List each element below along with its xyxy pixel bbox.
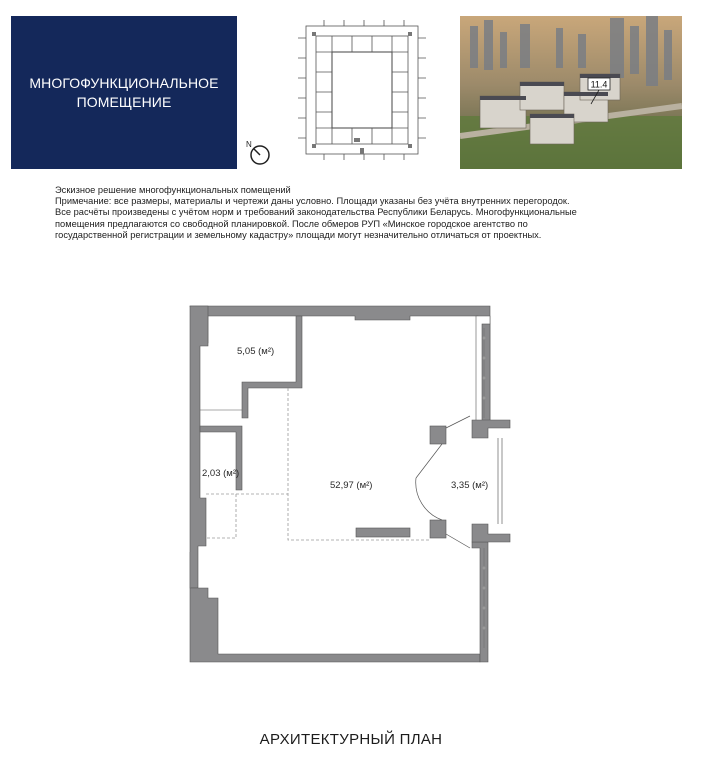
room-area-label: 2,03 (м²) (202, 468, 240, 479)
north-label: N (246, 140, 252, 149)
floor-plan (180, 298, 525, 670)
title-line-1: МНОГОФУНКЦИОНАЛЬНОЕ (29, 74, 219, 91)
plan-caption: АРХИТЕКТУРНЫЙ ПЛАН (259, 731, 443, 748)
partition-wall (200, 316, 302, 418)
room-area-label: 52,97 (м²) (330, 480, 373, 491)
notes-line: Эскизное решение многофункциональных помещений (55, 185, 291, 195)
notes-line: Примечание: все размеры, материалы и чертежи даны условно. Площади указаны без учёта внутренних перегородок. (55, 196, 570, 207)
room-area-label: 3,35 (м²) (451, 480, 489, 491)
notes-line: помещения предлагаются со свободной планировкой. После обмеров РУП «Минское городское агентство по (55, 218, 528, 229)
partition-wall (200, 426, 242, 490)
notes-block (55, 185, 655, 241)
outer-wall (190, 306, 490, 343)
north-arrow-icon (243, 138, 273, 168)
key-plan-thumbnail (294, 18, 430, 164)
title-line-2: ПОМЕЩЕНИЕ (76, 93, 172, 110)
right-bottom-wall (472, 542, 488, 662)
building-number-badge: 11.4 (590, 79, 608, 90)
room-area-label: 5,05 (м²) (237, 346, 275, 357)
bottom-left-wall (190, 588, 480, 662)
notes-line: Все расчёты произведены с учётом норм и требований законодательства Республики Беларусь. Многофункциональные (55, 207, 577, 218)
left-wall (190, 306, 208, 588)
notes-line: государственной регистрации и земельному кадастру» площади могут незначительно отличаться от проектных. (55, 229, 542, 240)
aerial-render-image (460, 16, 682, 169)
title-panel (11, 16, 237, 169)
